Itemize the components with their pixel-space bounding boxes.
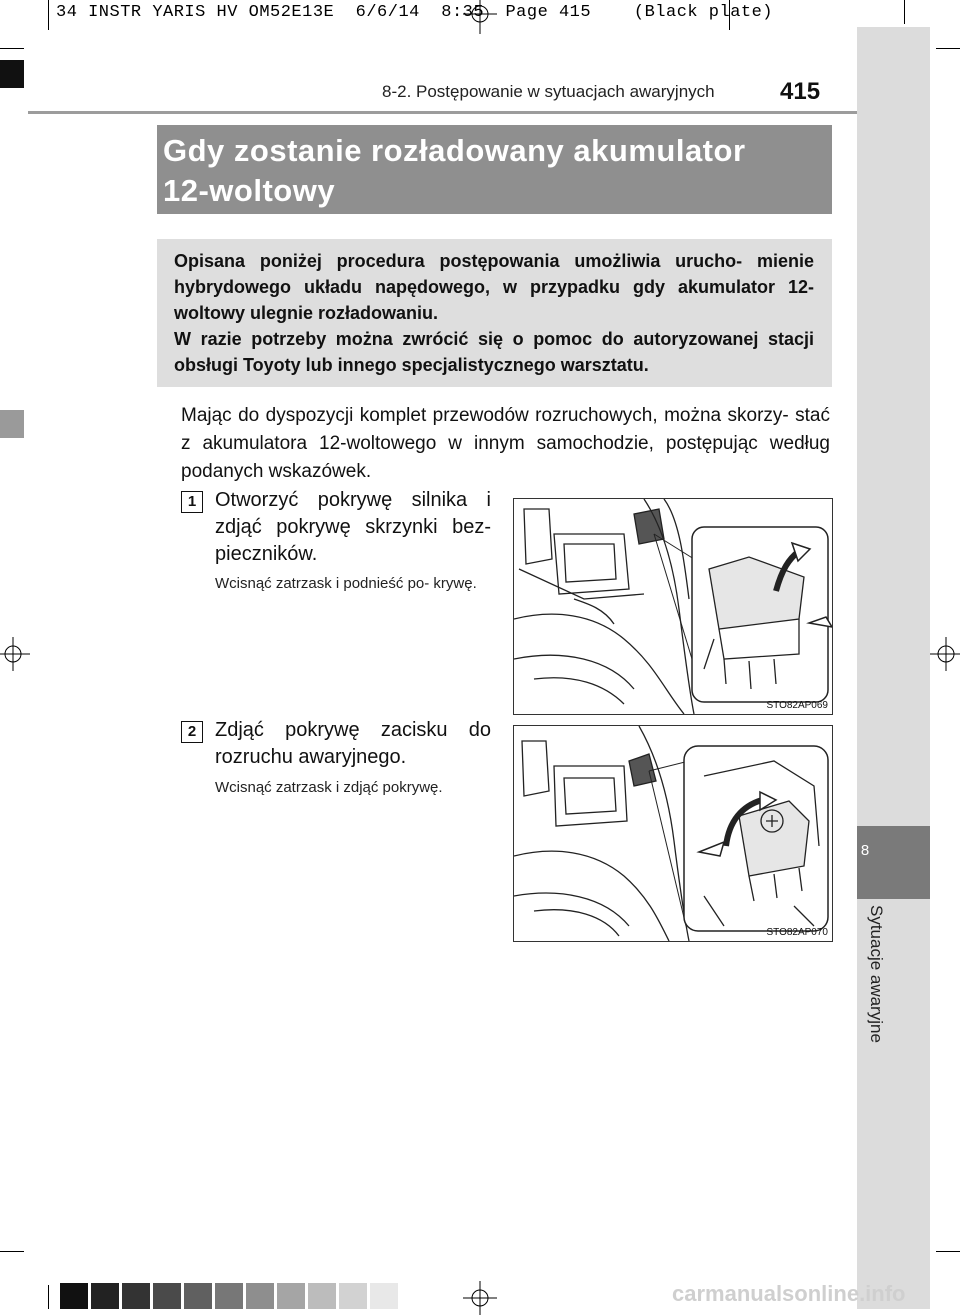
color-bar	[153, 1283, 181, 1309]
step-note: Wcisnąć zatrzask i zdjąć pokrywę.	[215, 779, 443, 796]
step-note: Wcisnąć zatrzask i podnieść po- krywę.	[215, 575, 477, 592]
crop-mark	[0, 48, 24, 49]
crop-mark	[48, 1285, 49, 1309]
page-number: 415	[780, 78, 821, 105]
color-bar	[246, 1283, 274, 1309]
watermark: carmanualsonline.info	[672, 1281, 906, 1306]
step-number: 1	[181, 491, 203, 513]
color-bar	[122, 1283, 150, 1309]
intro-paragraph: W razie potrzeby można zwrócić się o pomoc do autoryzowanej stacji obsługi Toyoty lub innego specjalistycznego warsztatu.	[174, 329, 814, 375]
color-bar	[184, 1283, 212, 1309]
step-text: Otworzyć pokrywę silnika i zdjąć pokrywę skrzynki bez- pieczników.	[215, 489, 491, 565]
engine-bay-illustration	[514, 499, 832, 714]
intro-text	[174, 248, 814, 378]
registration-mark-icon	[0, 637, 30, 671]
step-number: 2	[181, 721, 203, 743]
figure-code: STO82AP069	[766, 700, 828, 711]
header-rule	[28, 111, 857, 114]
figure-jump-terminal-cover	[513, 725, 833, 942]
color-bar	[91, 1283, 119, 1309]
edge-marker	[0, 410, 24, 438]
chapter-number: 8	[860, 842, 870, 859]
color-bar	[215, 1283, 243, 1309]
crop-mark	[936, 48, 960, 49]
color-bar	[60, 1283, 88, 1309]
crop-mark	[0, 1251, 24, 1252]
chapter-title: Sytuacje awaryjne	[867, 905, 886, 1043]
figure-code: STO82AP070	[766, 927, 828, 938]
edge-marker	[0, 60, 24, 88]
crop-mark	[904, 0, 905, 24]
section-header: 8-2. Postępowanie w sytuacjach awaryjnych	[382, 82, 715, 101]
step-text: Zdjąć pokrywę zacisku do rozruchu awaryjnego.	[215, 719, 491, 768]
figure-fuse-box-cover	[513, 498, 833, 715]
color-bar	[308, 1283, 336, 1309]
page-title: Gdy zostanie rozładowany akumulator 12-woltowy	[163, 133, 746, 208]
color-bar	[370, 1283, 398, 1309]
registration-mark-icon	[463, 1281, 497, 1315]
color-bar	[339, 1283, 367, 1309]
print-slug: 34 INSTR YARIS HV OM52E13E 6/6/14 8:35 Page 415 (Black plate)	[56, 3, 774, 22]
engine-bay-illustration	[514, 726, 832, 941]
color-bar	[277, 1283, 305, 1309]
body-paragraph: Mając do dyspozycji komplet przewodów rozruchowych, można skorzy- stać z akumulatora 12-woltowego w innym samochodzie, postępując według podanych wskazówek.	[181, 405, 830, 482]
crop-mark	[936, 1251, 960, 1252]
registration-mark-icon	[463, 0, 497, 34]
chapter-side-tab	[857, 27, 930, 1309]
chapter-number-block	[857, 826, 930, 899]
intro-paragraph: Opisana poniżej procedura postępowania umożliwia urucho- mienie hybrydowego układu napędowego, w przypadku gdy akumulator 12-woltowy ulegnie rozładowaniu.	[174, 251, 814, 323]
registration-mark-icon	[929, 637, 960, 671]
